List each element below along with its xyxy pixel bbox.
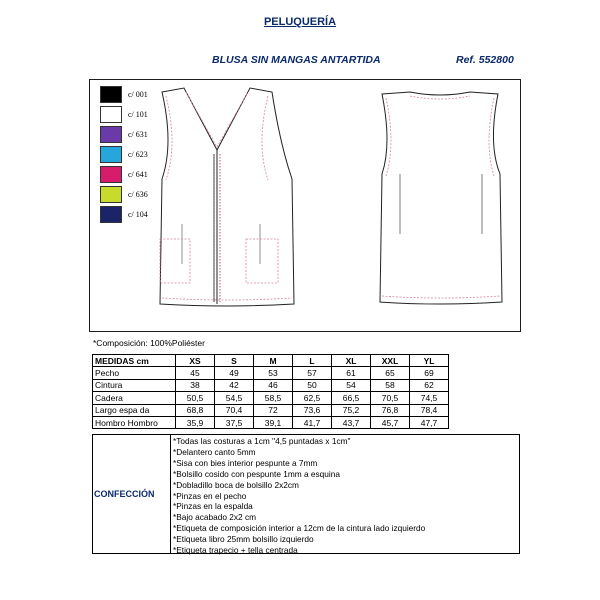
composition-note: *Composición: 100%Poliéster <box>93 338 205 348</box>
list-item: *Dobladillo boca de bolsillo 2x2cm <box>173 479 299 490</box>
color-swatch <box>100 106 122 123</box>
list-item: *Etiqueta de composición interior a 12cm de la cintura lado izquierdo <box>173 523 426 534</box>
list-item: *Pinzas en el pecho <box>173 490 247 501</box>
color-swatch <box>100 186 122 203</box>
table-cell: 69 <box>410 367 449 379</box>
table-cell: 35,9 <box>176 416 215 428</box>
row-label: Largo espa da <box>93 404 176 416</box>
product-reference: Ref. 552800 <box>456 54 514 66</box>
table-row <box>93 379 449 391</box>
table-cell: 53 <box>254 367 293 379</box>
garment-front-sketch <box>142 84 312 329</box>
garment-drawing-panel <box>89 79 521 332</box>
size-header: YL <box>410 355 449 367</box>
table-cell: 66,5 <box>332 392 371 404</box>
row-label: Hombro Hombro <box>93 416 176 428</box>
table-cell: 76,8 <box>371 404 410 416</box>
size-header: L <box>293 355 332 367</box>
color-code-label: c/ 001 <box>128 90 148 99</box>
list-item: *Sisa con bies interior pespunte a 7mm <box>173 457 318 468</box>
table-cell: 45 <box>176 367 215 379</box>
table-cell: 46 <box>254 379 293 391</box>
list-item: *Pinzas en la espalda <box>173 501 253 512</box>
table-cell: 43,7 <box>332 416 371 428</box>
color-swatch <box>100 86 122 103</box>
table-row <box>93 416 449 428</box>
table-cell: 62 <box>410 379 449 391</box>
list-item: *Etiqueta trapecio + tella centrada <box>173 545 298 556</box>
table-cell: 41,7 <box>293 416 332 428</box>
color-swatch <box>100 146 122 163</box>
table-cell: 42 <box>215 379 254 391</box>
table-cell: 45,7 <box>371 416 410 428</box>
table-cell: 70,4 <box>215 404 254 416</box>
table-cell: 54 <box>332 379 371 391</box>
table-cell: 68,8 <box>176 404 215 416</box>
color-code-label: c/ 631 <box>128 130 148 139</box>
table-cell: 65 <box>371 367 410 379</box>
color-code-label: c/ 623 <box>128 150 148 159</box>
list-item: *Bolsillo cosido con pespunte 1mm a esquina <box>173 468 340 479</box>
color-code-label: c/ 641 <box>128 170 148 179</box>
table-header-row <box>93 355 449 367</box>
list-item: *Delantero canto 5mm <box>173 446 256 457</box>
confeccion-title: CONFECCIÓN <box>94 489 155 499</box>
table-cell: 75,2 <box>332 404 371 416</box>
table-cell: 54,5 <box>215 392 254 404</box>
color-swatch <box>100 126 122 143</box>
size-header: XL <box>332 355 371 367</box>
row-label: Cadera <box>93 392 176 404</box>
color-code-label: c/ 101 <box>128 110 148 119</box>
table-cell: 47,7 <box>410 416 449 428</box>
list-item: *Etiqueta libro 25mm bolsillo izquierdo <box>173 534 314 545</box>
confeccion-divider <box>170 434 171 554</box>
size-header: S <box>215 355 254 367</box>
document-title: PELUQUERÍA <box>263 16 337 28</box>
color-swatch <box>100 206 122 223</box>
product-name: BLUSA SIN MANGAS ANTARTIDA <box>212 54 381 66</box>
table-cell: 37,5 <box>215 416 254 428</box>
table-cell: 74,5 <box>410 392 449 404</box>
confeccion-list <box>173 436 425 556</box>
table-row <box>93 367 449 379</box>
table-cell: 50 <box>293 379 332 391</box>
table-cell: 39,1 <box>254 416 293 428</box>
list-item: *Bajo acabado 2x2 cm <box>173 512 257 523</box>
color-code-label: c/ 636 <box>128 190 148 199</box>
table-cell: 72 <box>254 404 293 416</box>
table-cell: 78,4 <box>410 404 449 416</box>
table-cell: 57 <box>293 367 332 379</box>
table-cell: 58 <box>371 379 410 391</box>
row-label: Cintura <box>93 379 176 391</box>
table-cell: 50,5 <box>176 392 215 404</box>
size-header: M <box>254 355 293 367</box>
column-header: MEDIDAS cm <box>93 355 176 367</box>
color-code-label: c/ 104 <box>128 210 148 219</box>
table-cell: 62,5 <box>293 392 332 404</box>
table-row <box>93 404 449 416</box>
measurements-table <box>92 354 449 429</box>
size-header: XXL <box>371 355 410 367</box>
table-cell: 49 <box>215 367 254 379</box>
table-cell: 73,6 <box>293 404 332 416</box>
table-cell: 61 <box>332 367 371 379</box>
table-cell: 38 <box>176 379 215 391</box>
table-cell: 58,5 <box>254 392 293 404</box>
table-cell: 70,5 <box>371 392 410 404</box>
row-label: Pecho <box>93 367 176 379</box>
list-item: *Todas las costuras a 1cm "4,5 puntadas x 1cm" <box>173 436 351 446</box>
size-header: XS <box>176 355 215 367</box>
color-swatch <box>100 166 122 183</box>
table-row <box>93 392 449 404</box>
garment-back-sketch <box>370 84 520 329</box>
